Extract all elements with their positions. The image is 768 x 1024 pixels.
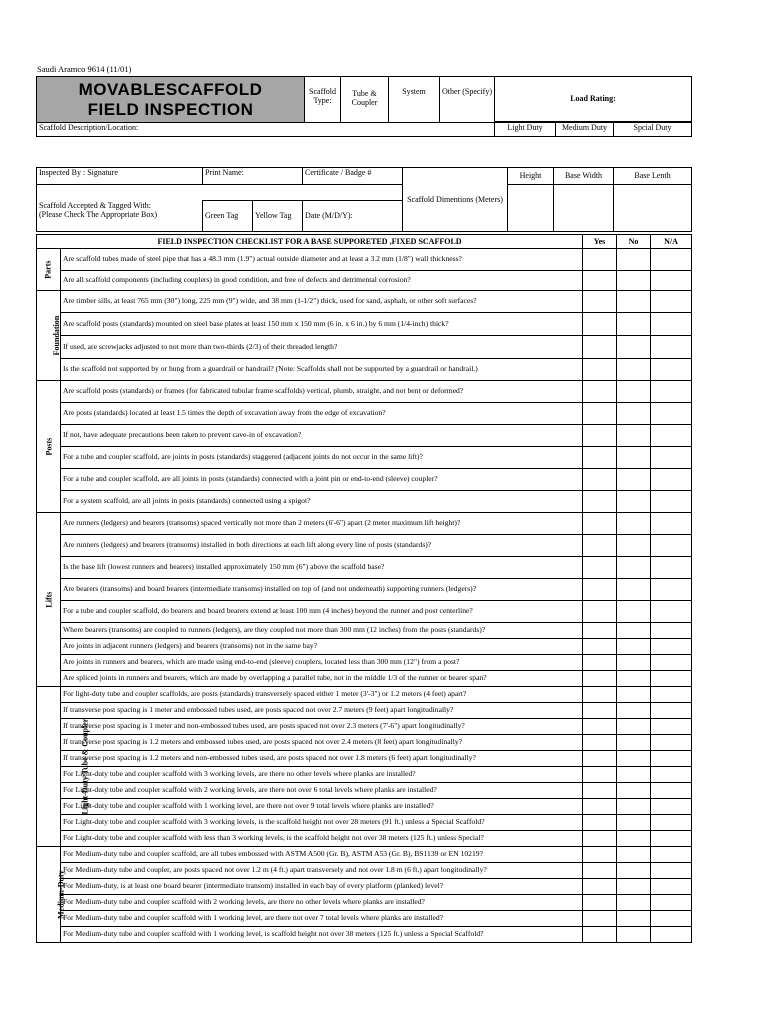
na-answer-cell[interactable] <box>651 783 692 799</box>
na-answer-cell[interactable] <box>651 639 692 655</box>
na-answer-cell[interactable] <box>651 623 692 639</box>
yes-answer-cell[interactable] <box>583 381 617 403</box>
yes-answer-cell[interactable] <box>583 895 617 911</box>
checklist-question: Are spliced joints in runners and bearers, which are made by overlapping a parallel tube, not in the middle 1/3 of the runner or bearer span? <box>61 671 583 687</box>
section-name: Foundation <box>52 315 62 356</box>
yes-answer-cell[interactable] <box>583 927 617 943</box>
checklist-row <box>37 579 692 601</box>
no-answer-cell[interactable] <box>617 751 651 767</box>
checklist-row <box>37 911 692 927</box>
checklist-question: For light-duty tube and coupler scaffolds, are posts (standards) transversely spaced either 1 meter (3'-3") or 1.2 meters (4 feet) apart? <box>61 687 583 703</box>
no-answer-cell[interactable] <box>617 847 651 863</box>
checklist-row <box>37 513 692 535</box>
section-label <box>37 687 90 847</box>
na-answer-cell[interactable] <box>651 601 692 623</box>
no-answer-cell[interactable] <box>617 271 651 291</box>
section-name: Parts <box>43 260 53 279</box>
checklist-question: If transverse post spacing is 1.2 meters and non-embossed tubes used, are posts spaced not over 1.8 meters (6 feet) apart longitudinally? <box>61 751 583 767</box>
yes-answer-cell[interactable] <box>583 703 617 719</box>
yes-answer-cell[interactable] <box>583 879 617 895</box>
na-answer-cell[interactable] <box>651 767 692 783</box>
na-answer-cell[interactable] <box>651 799 692 815</box>
base-width-header: Base Width <box>554 168 614 185</box>
na-answer-cell[interactable] <box>651 535 692 557</box>
checklist-question: Are scaffold tubes made of steel pipe that has a 48.3 mm (1.9") actual outside diameter and at least a 3.2 mm (1/8") wall thickness? <box>61 249 583 271</box>
checklist-row <box>37 469 692 491</box>
na-answer-cell[interactable] <box>651 447 692 469</box>
checklist-question: For Light-duty tube and coupler scaffold with 3 working levels, are there no other levels where planks are installed? <box>61 767 583 783</box>
date-field[interactable]: Date (M/D/Y): <box>303 201 403 232</box>
yes-answer-cell[interactable] <box>583 671 617 687</box>
na-answer-cell[interactable] <box>651 359 692 381</box>
na-answer-cell[interactable] <box>651 579 692 601</box>
scaffold-type-label: Scaffold Type: <box>305 77 341 123</box>
na-column-header: N/A <box>651 235 692 249</box>
no-answer-cell[interactable] <box>617 719 651 735</box>
no-answer-cell[interactable] <box>617 601 651 623</box>
yes-answer-cell[interactable] <box>583 336 617 359</box>
checklist-question: If used, are screwjacks adjusted to not more than two-thirds (2/3) of their threaded length? <box>61 336 583 359</box>
yes-answer-cell[interactable] <box>583 719 617 735</box>
no-answer-cell[interactable] <box>617 639 651 655</box>
na-answer-cell[interactable] <box>651 831 692 847</box>
no-answer-cell[interactable] <box>617 579 651 601</box>
yes-answer-cell[interactable] <box>583 601 617 623</box>
no-column-header: No <box>617 235 651 249</box>
yes-answer-cell[interactable] <box>583 491 617 513</box>
dimensions-label: Scaffold Dimentions (Meters) <box>403 168 508 232</box>
yes-answer-cell[interactable] <box>583 513 617 535</box>
yes-answer-cell[interactable] <box>583 469 617 491</box>
no-answer-cell[interactable] <box>617 359 651 381</box>
section-label <box>37 381 61 513</box>
yes-answer-cell[interactable] <box>583 751 617 767</box>
na-answer-cell[interactable] <box>651 313 692 336</box>
checklist-question: If transverse post spacing is 1 meter and embossed tubes used, are posts spaced not over 2.7 meters (9 feet) apart longitudinally? <box>61 703 583 719</box>
certificate-badge-input[interactable]: Certificate / Badge # <box>303 168 403 185</box>
yes-answer-cell[interactable] <box>583 557 617 579</box>
na-answer-cell[interactable] <box>651 895 692 911</box>
na-answer-cell[interactable] <box>651 815 692 831</box>
no-answer-cell[interactable] <box>617 799 651 815</box>
checklist-row <box>37 687 692 703</box>
yes-answer-cell[interactable] <box>583 783 617 799</box>
yes-answer-cell[interactable] <box>583 815 617 831</box>
no-answer-cell[interactable] <box>617 703 651 719</box>
checklist-row <box>37 799 692 815</box>
na-answer-cell[interactable] <box>651 687 692 703</box>
yes-answer-cell[interactable] <box>583 863 617 879</box>
checklist-row <box>37 815 692 831</box>
yes-answer-cell[interactable] <box>583 847 617 863</box>
base-length-header: Base Lenth <box>614 168 692 185</box>
no-answer-cell[interactable] <box>617 403 651 425</box>
yes-answer-cell[interactable] <box>583 271 617 291</box>
na-answer-cell[interactable] <box>651 879 692 895</box>
yes-answer-cell[interactable] <box>583 767 617 783</box>
yes-answer-cell[interactable] <box>583 359 617 381</box>
checklist-row <box>37 425 692 447</box>
yes-answer-cell[interactable] <box>583 249 617 271</box>
checklist-row <box>37 735 692 751</box>
checklist-row <box>37 767 692 783</box>
checklist-question: Are runners (ledgers) and bearers (transoms) spaced vertically not more than 2 meters (6'-6") apart (2 meter maximum lift height)? <box>61 513 583 535</box>
checklist-question: Are joints in adjacent runners (ledgers) and bearers (transoms) not in the same bay? <box>61 639 583 655</box>
checklist-question: Are joints in runners and bearers, which are made using end-to-end (sleeve) couplers, located less than 300 mm (12") from a post? <box>61 655 583 671</box>
medium-duty-label: Medium Duty <box>556 123 614 137</box>
inspection-checklist <box>36 234 692 943</box>
yes-answer-cell[interactable] <box>583 425 617 447</box>
section-label <box>37 847 66 943</box>
checklist-row <box>37 831 692 847</box>
yes-answer-cell[interactable] <box>583 655 617 671</box>
no-answer-cell[interactable] <box>617 425 651 447</box>
checklist-question: For Light-duty tube and coupler scaffold with 1 working level, are there not over 9 total levels where planks are installed? <box>61 799 583 815</box>
no-answer-cell[interactable] <box>617 291 651 313</box>
checklist-question: For a system scaffold, are all joints in posts (standards) connected using a spigot? <box>61 491 583 513</box>
no-answer-cell[interactable] <box>617 815 651 831</box>
section-label <box>37 513 61 687</box>
no-answer-cell[interactable] <box>617 911 651 927</box>
na-answer-cell[interactable] <box>651 703 692 719</box>
na-answer-cell[interactable] <box>651 847 692 863</box>
na-answer-cell[interactable] <box>651 655 692 671</box>
checklist-question: For Light-duty tube and coupler scaffold with 2 working levels, are there not over 6 total levels where planks are installed? <box>61 783 583 799</box>
checklist-question: For Medium-duty tube and coupler scaffold with 2 working levels, are there no other levels where planks are installed? <box>61 895 583 911</box>
checklist-row <box>37 271 692 291</box>
no-answer-cell[interactable] <box>617 535 651 557</box>
no-answer-cell[interactable] <box>617 927 651 943</box>
no-answer-cell[interactable] <box>617 336 651 359</box>
no-answer-cell[interactable] <box>617 879 651 895</box>
na-answer-cell[interactable] <box>651 719 692 735</box>
checklist-question: Are posts (standards) located at least 1.5 times the depth of excavation away from the edge of excavation? <box>61 403 583 425</box>
na-answer-cell[interactable] <box>651 927 692 943</box>
checklist-row <box>37 847 692 863</box>
checklist-row <box>37 557 692 579</box>
checklist-question: Are scaffold posts (standards) or frames (for fabricated tubular frame scaffolds) vertical, plumb, straight, and not bent or deformed? <box>61 381 583 403</box>
tube-coupler-option[interactable]: Tube & Coupler <box>341 77 389 123</box>
header-table <box>36 76 692 137</box>
yes-answer-cell[interactable] <box>583 639 617 655</box>
section-label <box>37 291 61 381</box>
yes-answer-cell[interactable] <box>583 291 617 313</box>
checklist-question: For a tube and coupler scaffold, are all joints in posts (standards) connected with a joint pin or end-to-end (sleeve) coupler? <box>61 469 583 491</box>
checklist-row <box>37 703 692 719</box>
no-answer-cell[interactable] <box>617 895 651 911</box>
no-answer-cell[interactable] <box>617 469 651 491</box>
yes-answer-cell[interactable] <box>583 831 617 847</box>
no-answer-cell[interactable] <box>617 735 651 751</box>
checklist-question: For Medium-duty, is at least one board bearer (intermediate transom) installed in each bay of every platform (planked) level? <box>61 879 583 895</box>
no-answer-cell[interactable] <box>617 767 651 783</box>
yes-answer-cell[interactable] <box>583 687 617 703</box>
section-name: Posts <box>43 437 53 456</box>
checklist-question: If transverse post spacing is 1.2 meters and embossed tubes used, are posts spaced not over 2.4 meters (8 feet) apart longitudinally? <box>61 735 583 751</box>
na-answer-cell[interactable] <box>651 557 692 579</box>
na-answer-cell[interactable] <box>651 751 692 767</box>
checklist-row <box>37 249 692 271</box>
yes-answer-cell[interactable] <box>583 447 617 469</box>
no-answer-cell[interactable] <box>617 655 651 671</box>
header-table-lower <box>36 167 692 232</box>
yes-answer-cell[interactable] <box>583 623 617 639</box>
checklist-row <box>37 639 692 655</box>
yes-answer-cell[interactable] <box>583 911 617 927</box>
na-answer-cell[interactable] <box>651 291 692 313</box>
no-answer-cell[interactable] <box>617 447 651 469</box>
no-answer-cell[interactable] <box>617 513 651 535</box>
section-label <box>37 249 61 291</box>
na-answer-cell[interactable] <box>651 381 692 403</box>
section-name: Medium-Duty <box>56 870 66 919</box>
checklist-question: For Light-duty tube and coupler scaffold with 3 working levels, is the scaffold height not over 28 meters (91 ft.) unless a Special Scaffold? <box>61 815 583 831</box>
checklist-question: Are bearers (transoms) and board bearers (intermediate transoms) installed on top of (and not underneath) supporting runners (ledgers)? <box>61 579 583 601</box>
checklist-row <box>37 655 692 671</box>
no-answer-cell[interactable] <box>617 687 651 703</box>
accepted-tagged-label: Scaffold Accepted & Tagged With: (Please Check The Appropriate Box) <box>37 201 203 232</box>
checklist-row <box>37 719 692 735</box>
no-answer-cell[interactable] <box>617 671 651 687</box>
checklist-title: FIELD INSPECTION CHECKLIST FOR A BASE SUPPORETED ,FIXED SCAFFOLD <box>37 235 583 249</box>
base-length-value[interactable] <box>614 185 692 232</box>
no-answer-cell[interactable] <box>617 863 651 879</box>
na-answer-cell[interactable] <box>651 425 692 447</box>
no-answer-cell[interactable] <box>617 249 651 271</box>
section-name: Light-Duty Tube & Coupler <box>80 718 90 815</box>
tag-options <box>203 201 303 232</box>
checklist-row <box>37 336 692 359</box>
form-title <box>37 77 305 123</box>
yes-answer-cell[interactable] <box>583 735 617 751</box>
checklist-question: Is the scaffold not supported by or hung from a guardrail or handrail? (Note: Scaffolds shall not be supported by a guardrail or handrail.) <box>61 359 583 381</box>
title-line-2: FIELD INSPECTION <box>87 99 254 119</box>
no-answer-cell[interactable] <box>617 623 651 639</box>
green-tag-checkbox[interactable]: Green Tag <box>203 201 253 231</box>
checklist-row <box>37 895 692 911</box>
section-name: Lifts <box>43 591 53 608</box>
na-answer-cell[interactable] <box>651 671 692 687</box>
checklist-question: For a tube and coupler scaffold, are joints in posts (standards) staggered (adjacent joints do not occur in the same lift)? <box>61 447 583 469</box>
checklist-row <box>37 783 692 799</box>
checklist-row <box>37 291 692 313</box>
checklist-question: For a tube and coupler scaffold, do bearers and board bearers extend at least 100 mm (4 inches) beyond the runner and post centerline? <box>61 601 583 623</box>
yes-answer-cell[interactable] <box>583 403 617 425</box>
yes-answer-cell[interactable] <box>583 579 617 601</box>
checklist-row <box>37 447 692 469</box>
checklist-question: For Medium-duty tube and coupler scaffold with 1 working level, are there not over 7 total levels where planks are installed? <box>61 911 583 927</box>
no-answer-cell[interactable] <box>617 381 651 403</box>
checklist-question: For Light-duty tube and coupler scaffold with less than 3 working levels, is the scaffold height not over 38 meters (125 ft.) unless Special? <box>61 831 583 847</box>
na-answer-cell[interactable] <box>651 735 692 751</box>
checklist-question: If not, have adequate precautions been taken to prevent cave-in of excavation? <box>61 425 583 447</box>
checklist-question: For Medium-duty tube and coupler scaffold, are all tubes embossed with ASTM A500 (Gr. B), ASTM A53 (Gr. B), BS1139 or EN 10219? <box>61 847 583 863</box>
checklist-row <box>37 359 692 381</box>
na-answer-cell[interactable] <box>651 403 692 425</box>
checklist-row <box>37 623 692 639</box>
checklist-question: Are runners (ledgers) and bearers (transoms) installed in both directions at each lift along every line of posts (standards)? <box>61 535 583 557</box>
system-option[interactable]: System <box>389 77 440 123</box>
yes-answer-cell[interactable] <box>583 313 617 336</box>
na-answer-cell[interactable] <box>651 863 692 879</box>
yellow-tag-checkbox[interactable]: Yellow Tag <box>253 201 303 231</box>
checklist-row <box>37 491 692 513</box>
checklist-question: For Medium-duty tube and coupler, are posts spaced not over 1.2 m (4 ft.) apart transversely and not over 1.8 m (6 ft.) apart longitudinally? <box>61 863 583 879</box>
checklist-question: Are all scaffold components (including couplers) in good condition, and free of defects and detrimental corrosion? <box>61 271 583 291</box>
checklist-row <box>37 403 692 425</box>
checklist-row <box>37 927 692 943</box>
checklist-question: Are scaffold posts (standards) mounted on steel base plates at least 150 mm x 150 mm (6 in. x 6 in.) by 6 mm (1/4-inch) thick? <box>61 313 583 336</box>
checklist-row <box>37 751 692 767</box>
checklist-row <box>37 381 692 403</box>
checklist-question: Are timber sills, at least 765 mm (30") long, 225 mm (9") wide, and 38 mm (1-1/2") thick, used for sand, asphalt, or other soft surfaces? <box>61 291 583 313</box>
checklist-question: Where bearers (transoms) are coupled to runners (ledgers), are they coupled not more than 300 mm (12 inches) from the posts (standards)? <box>61 623 583 639</box>
checklist-question: Is the base lift (lowest runners and bearers) installed approximately 150 mm (6") above the scaffold base? <box>61 557 583 579</box>
yes-answer-cell[interactable] <box>583 799 617 815</box>
checklist-row <box>37 863 692 879</box>
na-answer-cell[interactable] <box>651 336 692 359</box>
title-line-1: MOVABLESCAFFOLD <box>78 79 263 99</box>
no-answer-cell[interactable] <box>617 783 651 799</box>
na-answer-cell[interactable] <box>651 491 692 513</box>
na-answer-cell[interactable] <box>651 249 692 271</box>
yes-answer-cell[interactable] <box>583 535 617 557</box>
na-answer-cell[interactable] <box>651 513 692 535</box>
no-answer-cell[interactable] <box>617 831 651 847</box>
checklist-question: For Medium-duty tube and coupler scaffold with 1 working level, is scaffold height not over 38 meters (125 ft.) unless a Special Scaffold? <box>61 927 583 943</box>
other-option[interactable]: Other (Specify) <box>440 77 495 123</box>
inspected-by-signature-field[interactable]: Inspected By : Signature <box>37 168 203 185</box>
na-answer-cell[interactable] <box>651 911 692 927</box>
na-answer-cell[interactable] <box>651 271 692 291</box>
checklist-row <box>37 601 692 623</box>
na-answer-cell[interactable] <box>651 469 692 491</box>
no-answer-cell[interactable] <box>617 491 651 513</box>
height-value[interactable] <box>508 185 554 232</box>
checklist-row <box>37 671 692 687</box>
no-answer-cell[interactable] <box>617 557 651 579</box>
checklist-question: If transverse post spacing is 1 meter and non-embossed tubes used, are posts spaced not over 2.3 meters (7'-6") apart longitudinally? <box>61 719 583 735</box>
print-name-input[interactable]: Print Name: <box>203 168 303 185</box>
special-duty-label: Spcial Duty <box>614 123 692 137</box>
checklist-row <box>37 313 692 336</box>
load-rating-label: Load Rating: <box>495 77 692 122</box>
yes-column-header: Yes <box>583 235 617 249</box>
base-width-value[interactable] <box>554 185 614 232</box>
no-answer-cell[interactable] <box>617 313 651 336</box>
height-header: Height <box>508 168 554 185</box>
checklist-row <box>37 879 692 895</box>
checklist-row <box>37 535 692 557</box>
scaffold-description-field[interactable]: Scaffold Description/Location: <box>37 123 495 137</box>
light-duty-label: Light Duty <box>495 123 556 137</box>
form-code: Saudi Aramco 9614 (11/01) <box>37 64 132 74</box>
